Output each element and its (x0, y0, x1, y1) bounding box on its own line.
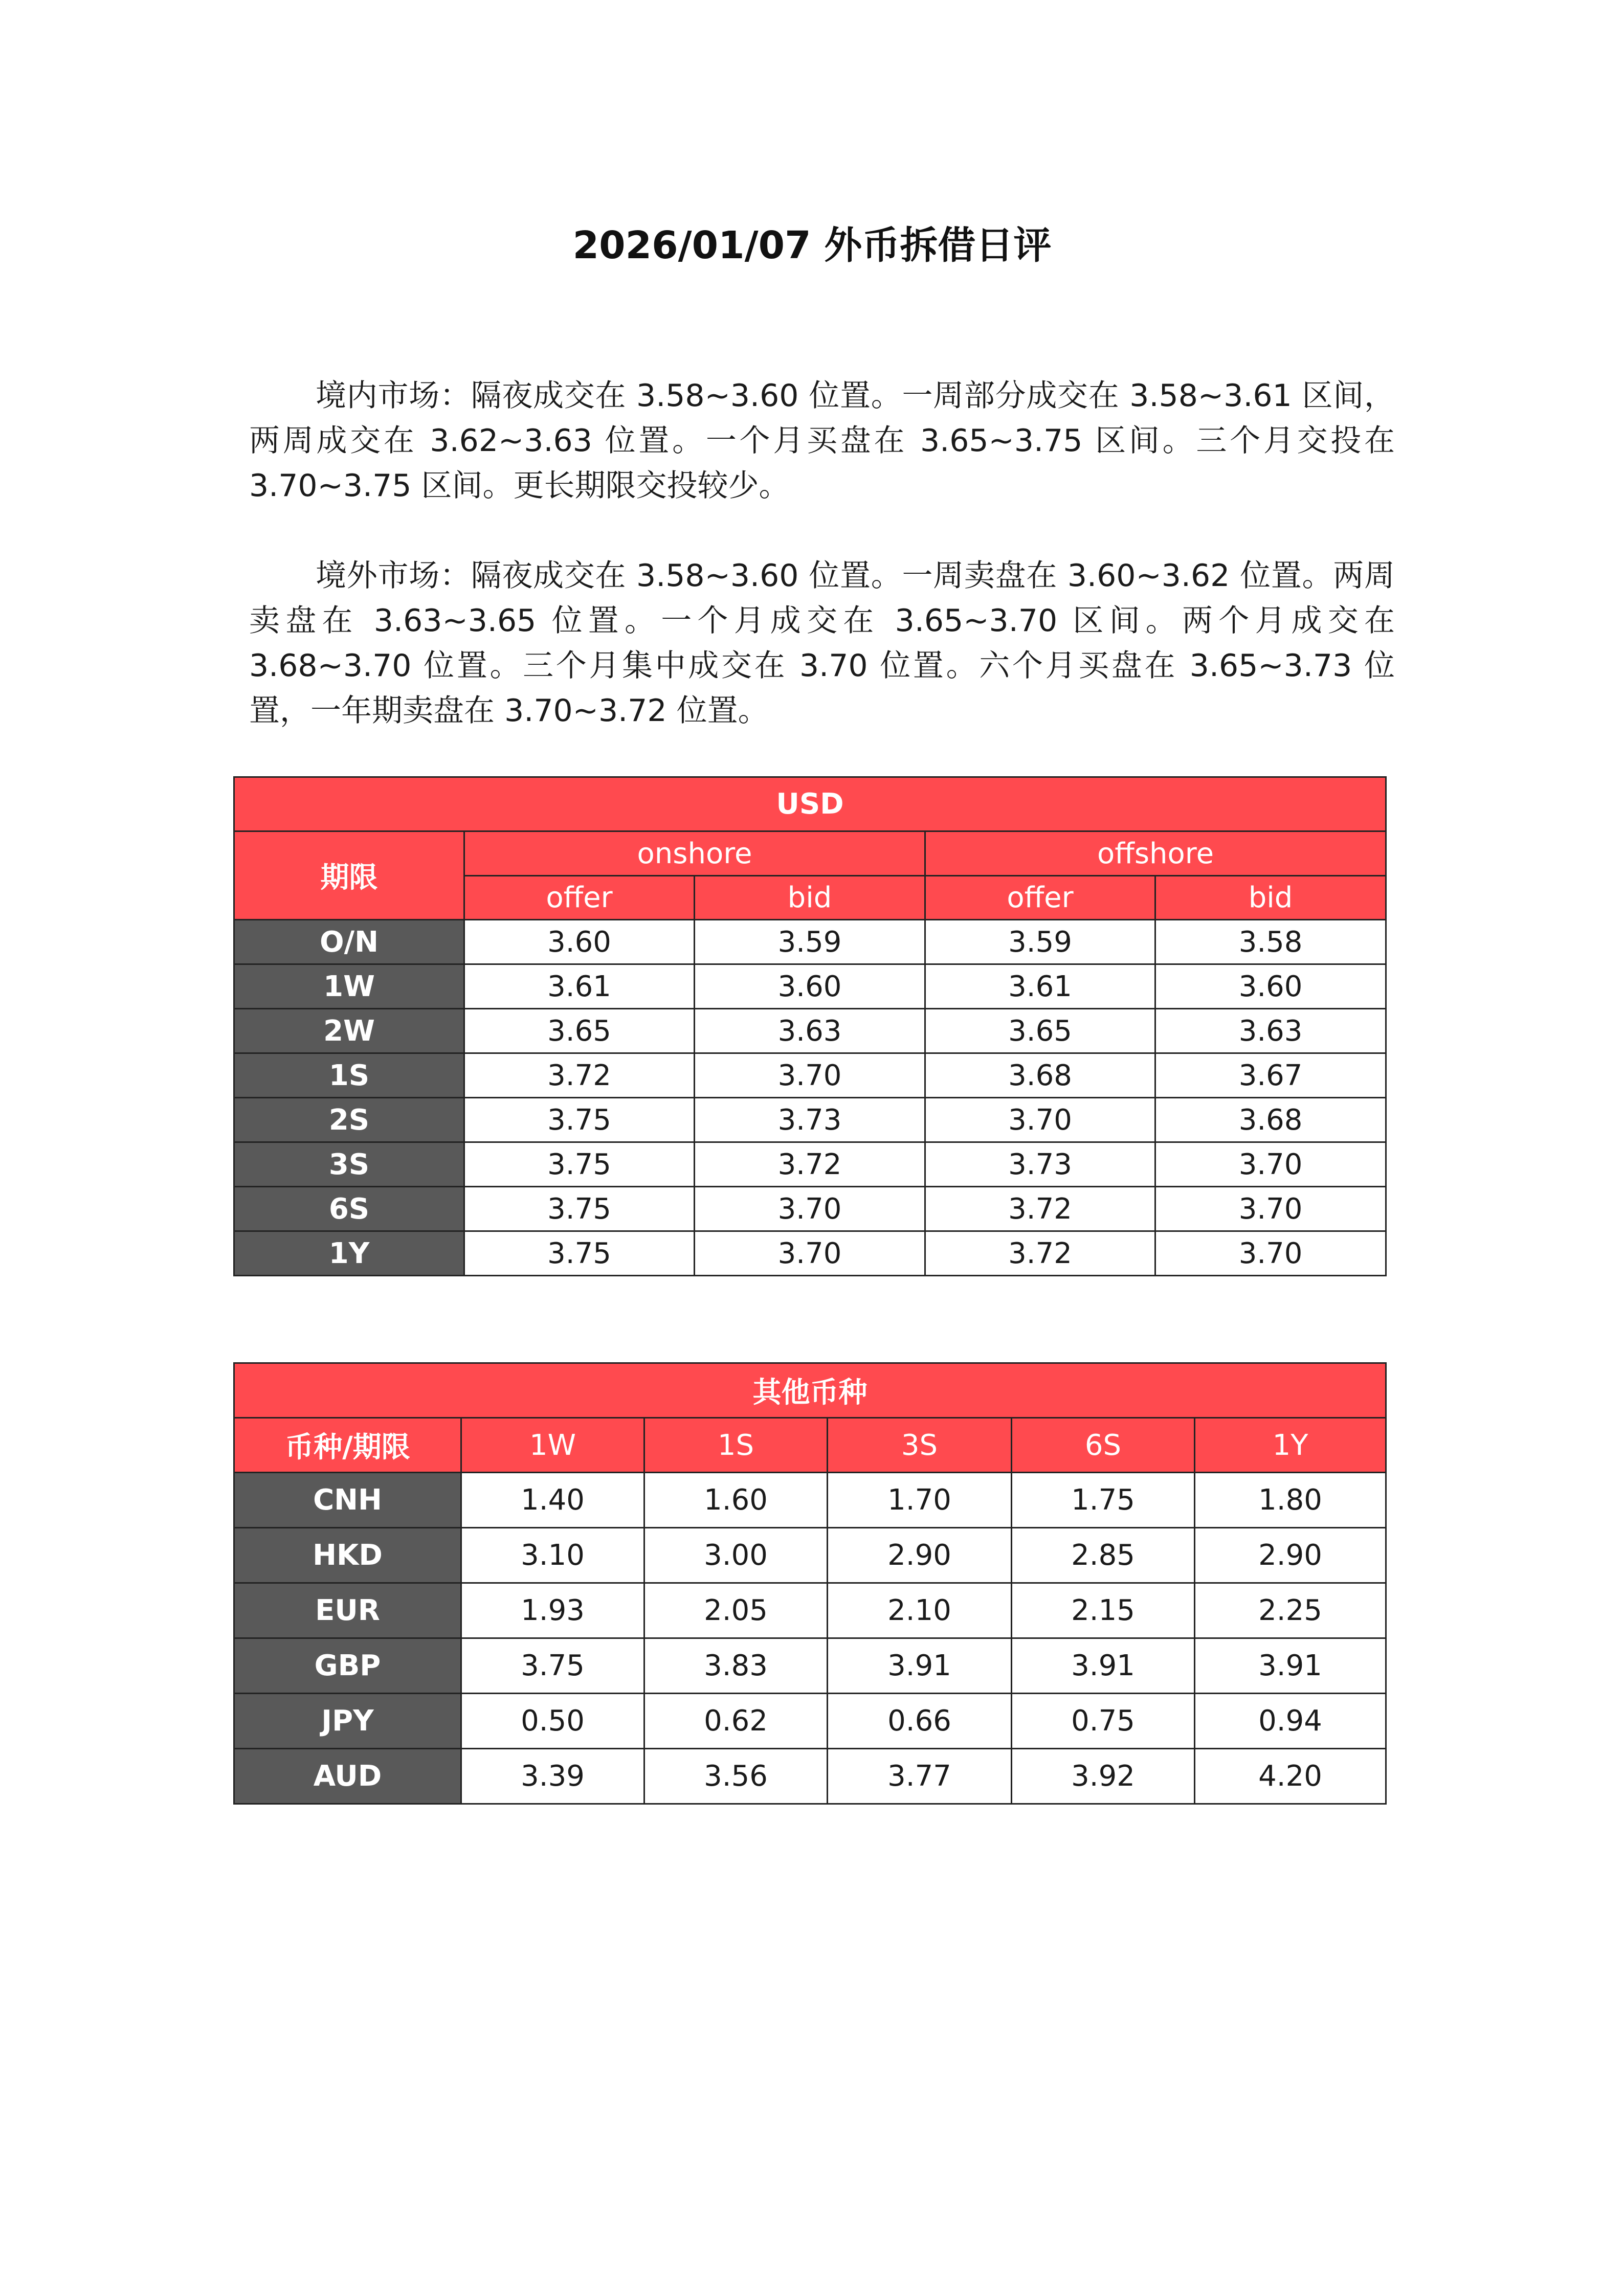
table-row (234, 1473, 1386, 1528)
rate-cell: 0.94 (1195, 1694, 1386, 1749)
usd-onshore-bid-cell: 3.70 (695, 1053, 925, 1098)
usd-rates-table (233, 776, 1387, 1276)
usd-onshore-bid-cell: 3.73 (695, 1098, 925, 1142)
usd-offshore-bid-cell: 3.70 (1155, 1187, 1386, 1231)
usd-onshore-offer-cell: 3.60 (464, 920, 695, 964)
usd-offshore-bid-cell: 3.70 (1155, 1142, 1386, 1187)
table-row (234, 1098, 1386, 1142)
table-row (234, 1749, 1386, 1804)
rate-cell: 3.91 (828, 1638, 1012, 1694)
usd-onshore-offer-cell: 3.72 (464, 1053, 695, 1098)
usd-offshore-offer-cell: 3.72 (925, 1187, 1155, 1231)
usd-onshore-bid-cell: 3.59 (695, 920, 925, 964)
rate-cell: 0.50 (461, 1694, 644, 1749)
usd-offshore-offer-cell: 3.70 (925, 1098, 1155, 1142)
currency-label: AUD (234, 1749, 461, 1804)
table-row (234, 920, 1386, 964)
usd-onshore-bid-header: bid (695, 876, 925, 920)
usd-tenor-label: 3S (234, 1142, 464, 1187)
rate-cell: 4.20 (1195, 1749, 1386, 1804)
currency-label: HKD (234, 1528, 461, 1583)
currency-label: GBP (234, 1638, 461, 1694)
rate-cell: 0.62 (644, 1694, 828, 1749)
usd-offshore-bid-cell: 3.63 (1155, 1009, 1386, 1053)
table-row (234, 1009, 1386, 1053)
usd-offshore-bid-cell: 3.60 (1155, 964, 1386, 1009)
currency-label: CNH (234, 1473, 461, 1528)
usd-onshore-bid-cell: 3.60 (695, 964, 925, 1009)
rate-cell: 2.10 (828, 1583, 1012, 1638)
rate-cell: 2.05 (644, 1583, 828, 1638)
rate-cell: 2.90 (828, 1528, 1012, 1583)
table-row (234, 1638, 1386, 1694)
rate-cell: 0.75 (1012, 1694, 1195, 1749)
usd-offshore-offer-cell: 3.65 (925, 1009, 1155, 1053)
rate-cell: 3.75 (461, 1638, 644, 1694)
rate-cell: 3.77 (828, 1749, 1012, 1804)
usd-offshore-offer-cell: 3.61 (925, 964, 1155, 1009)
rate-cell: 2.15 (1012, 1583, 1195, 1638)
table-row (234, 1694, 1386, 1749)
tenor-header: 1W (461, 1418, 644, 1473)
report-title: 2026/01/07 外币拆借日评 (572, 223, 1052, 267)
usd-offshore-offer-header: offer (925, 876, 1155, 920)
usd-onshore-header: onshore (464, 831, 925, 876)
table-row (234, 1528, 1386, 1583)
rate-cell: 2.25 (1195, 1583, 1386, 1638)
usd-offshore-bid-cell: 3.67 (1155, 1053, 1386, 1098)
table-row (234, 1187, 1386, 1231)
usd-tenor-label: 2W (234, 1009, 464, 1053)
table-row (234, 1053, 1386, 1098)
other-currencies-table (233, 1362, 1387, 1805)
currency-label: JPY (234, 1694, 461, 1749)
usd-tenor-label: 1Y (234, 1231, 464, 1276)
rate-cell: 1.80 (1195, 1473, 1386, 1528)
usd-offshore-offer-cell: 3.72 (925, 1231, 1155, 1276)
usd-onshore-offer-cell: 3.75 (464, 1231, 695, 1276)
usd-offshore-bid-cell: 3.58 (1155, 920, 1386, 964)
rate-cell: 0.66 (828, 1694, 1012, 1749)
usd-onshore-offer-cell: 3.65 (464, 1009, 695, 1053)
table-row (234, 1231, 1386, 1276)
usd-onshore-offer-cell: 3.75 (464, 1098, 695, 1142)
usd-offshore-header: offshore (925, 831, 1386, 876)
table-row (234, 1142, 1386, 1187)
table-row (234, 964, 1386, 1009)
table-row (234, 1583, 1386, 1638)
rate-cell: 1.40 (461, 1473, 644, 1528)
rate-cell: 2.85 (1012, 1528, 1195, 1583)
usd-onshore-bid-cell: 3.63 (695, 1009, 925, 1053)
rate-cell: 1.60 (644, 1473, 828, 1528)
currency-label: EUR (234, 1583, 461, 1638)
rate-cell: 3.83 (644, 1638, 828, 1694)
rate-cell: 1.93 (461, 1583, 644, 1638)
usd-onshore-offer-header: offer (464, 876, 695, 920)
tenor-header: 1S (644, 1418, 828, 1473)
rate-cell: 2.90 (1195, 1528, 1386, 1583)
usd-offshore-bid-cell: 3.68 (1155, 1098, 1386, 1142)
onshore-market-paragraph: 境内市场：隔夜成交在 3.58~3.60 位置。一周部分成交在 3.58~3.61 区间，两周成交在 3.62~3.63 位置。一个月买盘在 3.65~3.75 区间。三个月交投在 3.70~3.75 区间。更长期限交投较少。 (249, 378, 1395, 504)
rate-cell: 3.00 (644, 1528, 828, 1583)
rate-cell: 3.92 (1012, 1749, 1195, 1804)
usd-onshore-bid-cell: 3.72 (695, 1142, 925, 1187)
rate-cell: 3.39 (461, 1749, 644, 1804)
tenor-header: 1Y (1195, 1418, 1386, 1473)
rate-cell: 3.10 (461, 1528, 644, 1583)
usd-onshore-bid-cell: 3.70 (695, 1187, 925, 1231)
rate-cell: 3.91 (1012, 1638, 1195, 1694)
other-table-title: 其他币种 (234, 1363, 1386, 1418)
usd-onshore-offer-cell: 3.61 (464, 964, 695, 1009)
usd-offshore-bid-cell: 3.70 (1155, 1231, 1386, 1276)
usd-offshore-offer-cell: 3.59 (925, 920, 1155, 964)
usd-table-title: USD (234, 777, 1386, 831)
usd-tenor-label: 2S (234, 1098, 464, 1142)
usd-onshore-offer-cell: 3.75 (464, 1187, 695, 1231)
rate-cell: 3.91 (1195, 1638, 1386, 1694)
usd-tenor-label: 6S (234, 1187, 464, 1231)
usd-offshore-bid-header: bid (1155, 876, 1386, 920)
usd-offshore-offer-cell: 3.73 (925, 1142, 1155, 1187)
rate-cell: 3.56 (644, 1749, 828, 1804)
rate-cell: 1.70 (828, 1473, 1012, 1528)
usd-tenor-header: 期限 (234, 831, 464, 920)
offshore-market-paragraph: 境外市场：隔夜成交在 3.58~3.60 位置。一周卖盘在 3.60~3.62 位置。两周卖盘在 3.63~3.65 位置。一个月成交在 3.65~3.70 区间。两个月成交在 3.68~3.70 位置。三个月集中成交在 3.70 位置。六个月买盘在 3.65~3.73 位置，一年期卖盘在 3.70~3.72 位置。 (249, 558, 1395, 729)
rate-cell: 1.75 (1012, 1473, 1195, 1528)
tenor-header: 3S (828, 1418, 1012, 1473)
usd-tenor-label: 1W (234, 964, 464, 1009)
usd-onshore-offer-cell: 3.75 (464, 1142, 695, 1187)
usd-tenor-label: 1S (234, 1053, 464, 1098)
currency-tenor-corner-header: 币种/期限 (234, 1418, 461, 1473)
usd-onshore-bid-cell: 3.70 (695, 1231, 925, 1276)
tenor-header: 6S (1012, 1418, 1195, 1473)
usd-tenor-label: O/N (234, 920, 464, 964)
usd-offshore-offer-cell: 3.68 (925, 1053, 1155, 1098)
